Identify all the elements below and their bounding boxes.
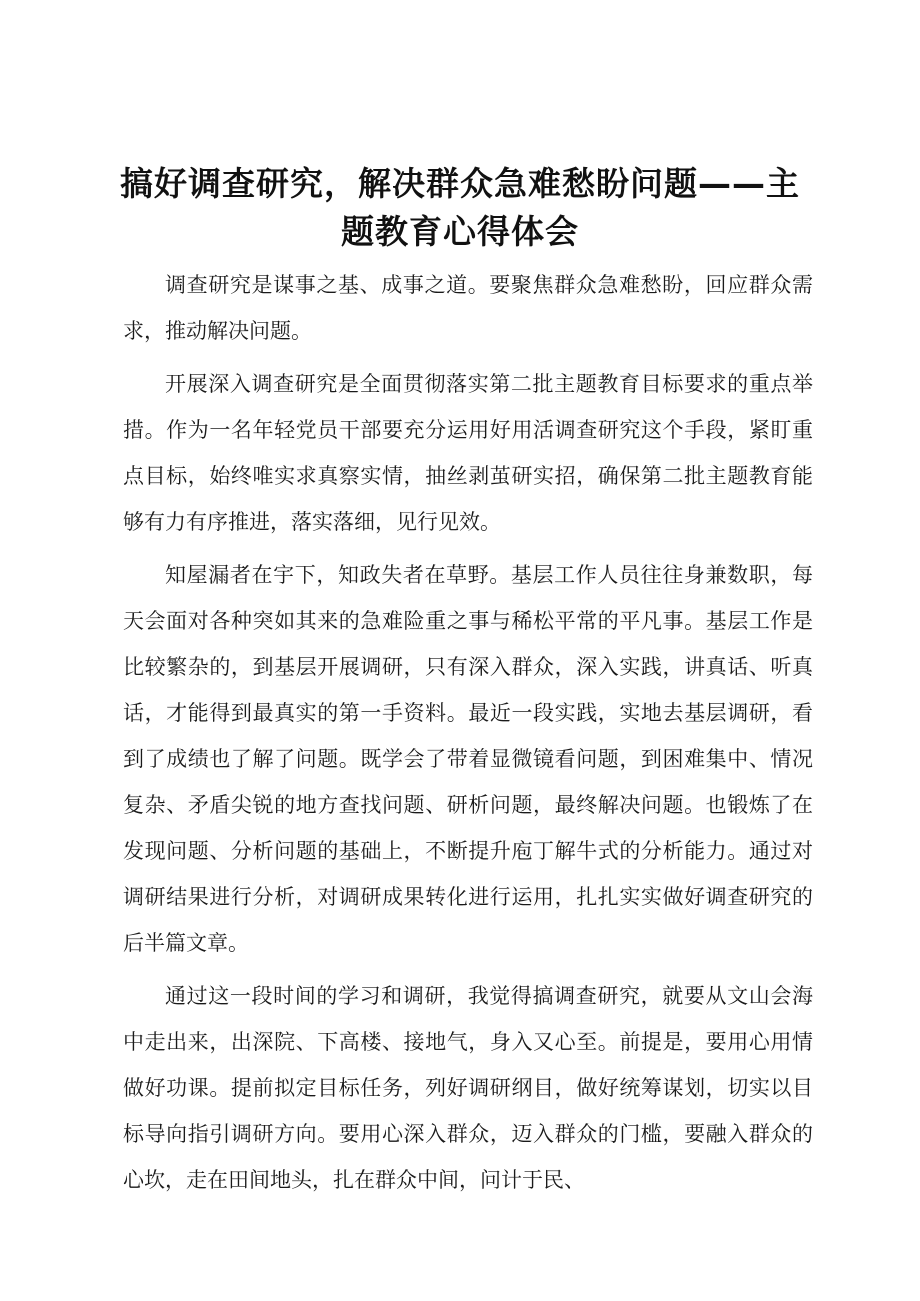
paragraph: 调查研究是谋事之基、成事之道。要聚焦群众急难愁盼，回应群众需求，推动解决问题。	[123, 273, 813, 343]
page-title: 搞好调查研究，解决群众急难愁盼问题——主题教育心得体会	[120, 164, 800, 251]
paragraph: 开展深入调查研究是全面贯彻落实第二批主题教育目标要求的重点举措。作为一名年轻党员干部要充分运用好用活调查研究这个手段，紧盯重点目标，始终唯实求真察实情，抽丝剥茧研实招，确保第二批主题教育能够有力有序推进，落实落细，见行见效。	[123, 372, 813, 534]
document-body	[123, 262, 813, 1210]
paragraph: 通过这一段时间的学习和调研，我觉得搞调查研究，就要从文山会海中走出来，出深院、下高楼、接地气，身入又心至。前提是，要用心用情做好功课。提前拟定目标任务，列好调研纲目，做好统筹谋划，切实以目标导向指引调研方向。要用心深入群众，迈入群众的门槛，要融入群众的心坎，走在田间地头，扎在群众中间，问计于民、	[123, 984, 813, 1192]
paragraph: 知屋漏者在宇下，知政失者在草野。基层工作人员往往身兼数职，每天会面对各种突如其来的急难险重之事与稀松平常的平凡事。基层工作是比较繁杂的，到基层开展调研，只有深入群众，深入实践，讲真话、听真话，才能得到最真实的第一手资料。最近一段实践，实地去基层调研，看到了成绩也了解了问题。既学会了带着显微镜看问题，到困难集中、情况复杂、矛盾尖锐的地方查找问题、研析问题，最终解决问题。也锻炼了在发现问题、分析问题的基础上，不断提升庖丁解牛式的分析能力。通过对调研结果进行分析，对调研成果转化进行运用，扎扎实实做好调查研究的后半篇文章。	[123, 563, 813, 955]
